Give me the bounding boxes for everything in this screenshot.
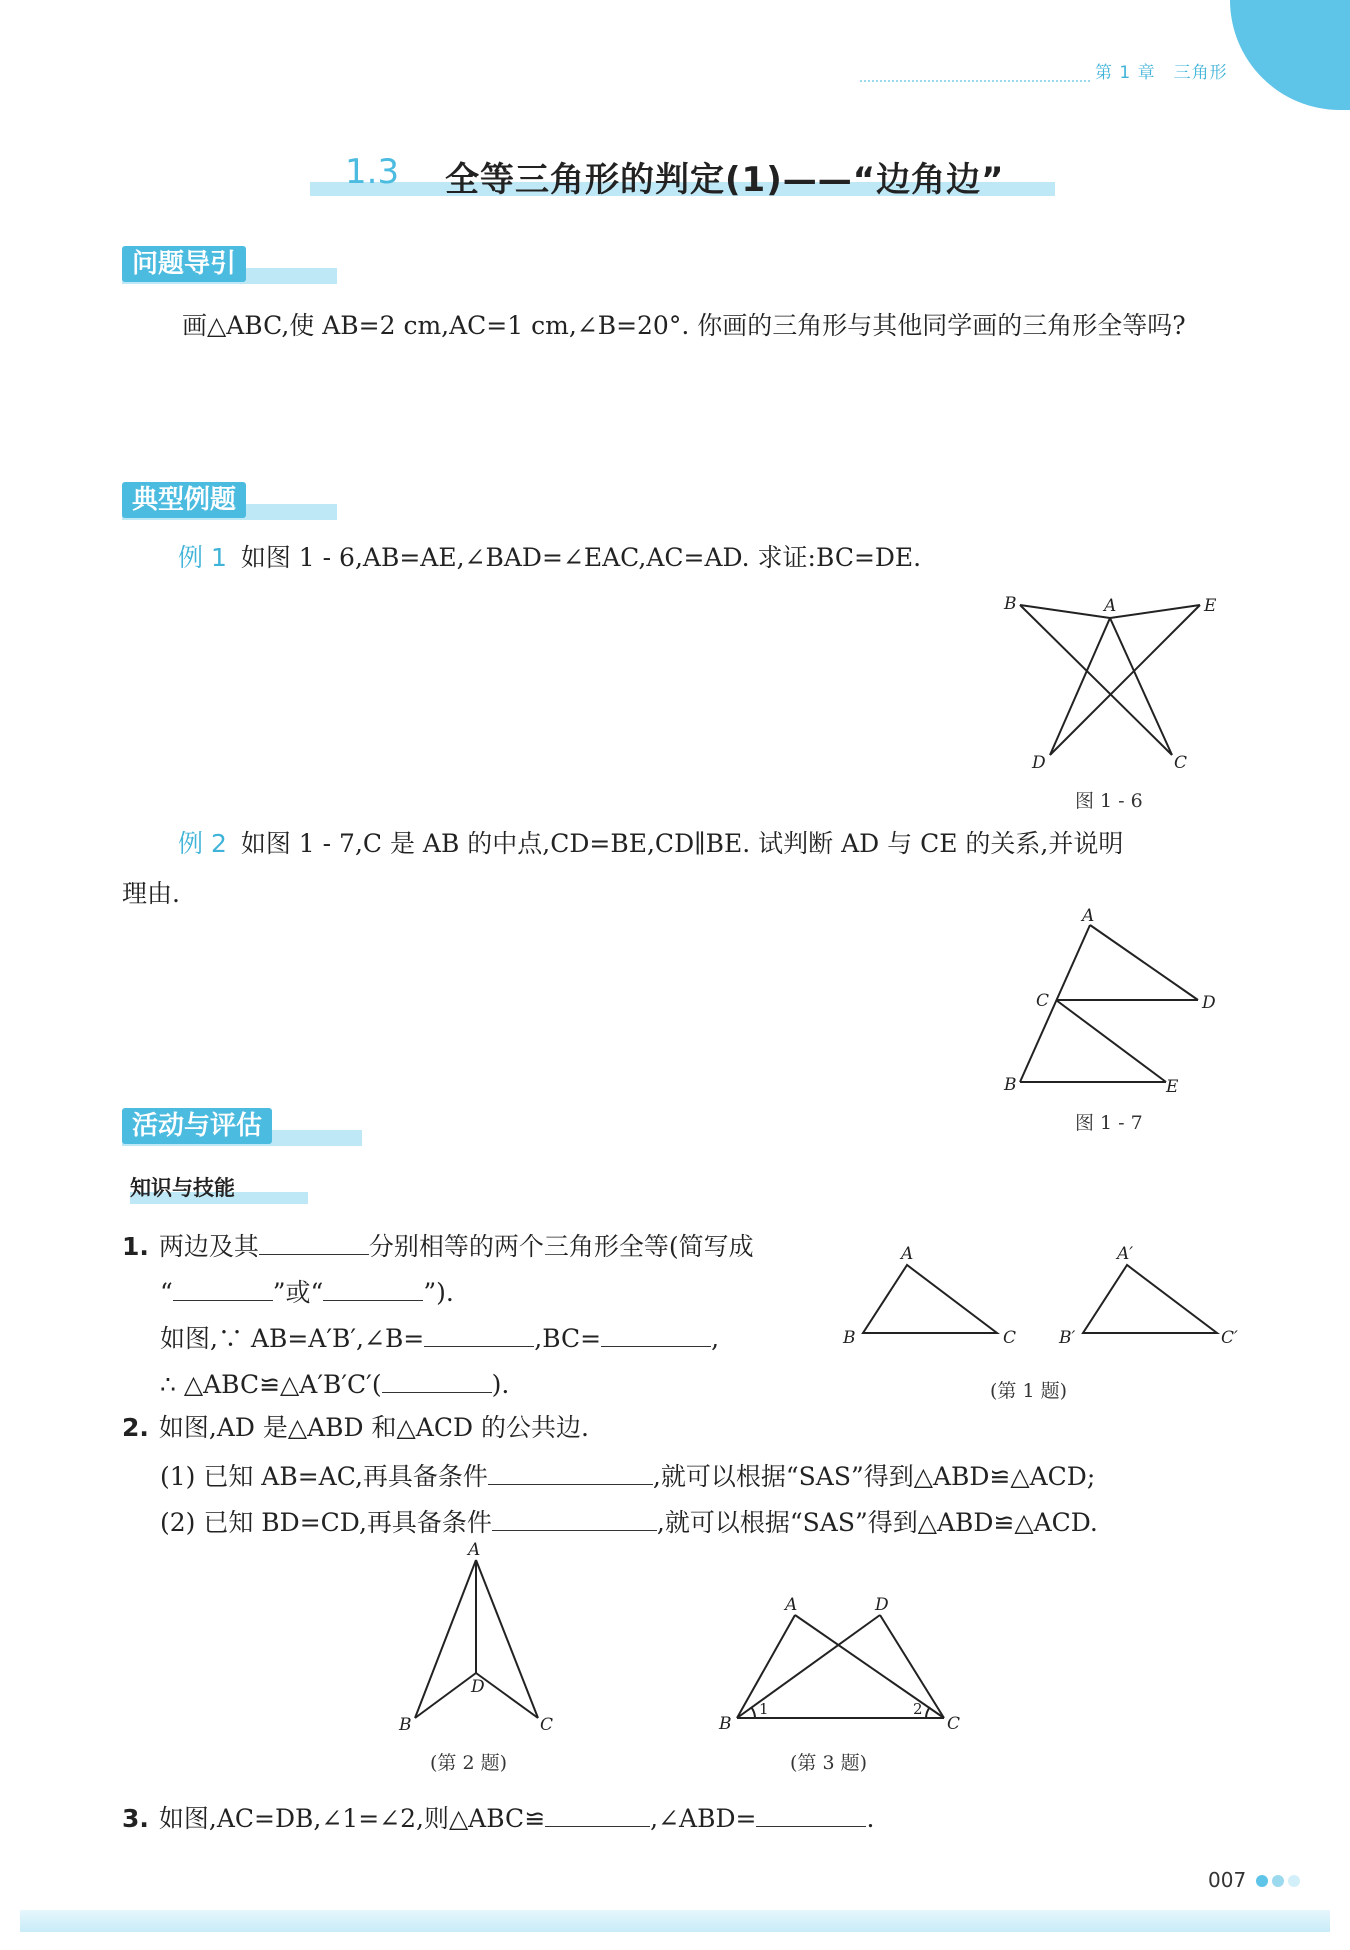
example-2-label: 例 2 [178,829,227,858]
examples-badge-label: 典型例题 [122,482,246,518]
examples-badge [122,482,337,518]
figure-1-6 [1000,585,1215,780]
skills-subheading-label: 知识与技能 [130,1176,235,1200]
q1-blank-5[interactable] [601,1318,711,1347]
fig16-segment-AD [1050,618,1110,755]
question-3: 3. 如图,AC=DB,∠1=∠2,则△ABC≌ ,∠ABD= . [122,1798,874,1837]
section-number: 1.3 [345,152,400,192]
fig17-segment-CE [1056,1000,1166,1082]
q1-blank-4[interactable] [424,1318,534,1347]
question-1-line-1: 1. 两边及其 分别相等的两个三角形全等(简写成 [122,1226,754,1265]
page-dot-3 [1288,1875,1300,1887]
q1-blank-3[interactable] [323,1272,423,1301]
q2-blank-1[interactable] [488,1456,653,1485]
q1-label-B: B [843,1328,856,1348]
fig17-label-D: D [1202,993,1216,1013]
question-2-number: 2. [122,1413,149,1442]
intro-text: 画△ABC,使 AB=2 cm,AC=1 cm,∠B=20°. 你画的三角形与其他同学画的三角形全等吗? [182,311,1186,340]
footer-band [20,1910,1330,1932]
question-2-caption: (第 2 题) [430,1752,507,1774]
page-dot-2 [1272,1875,1284,1887]
question-3-caption: (第 3 题) [790,1752,867,1774]
page-dot-1 [1256,1875,1268,1887]
q3-blank-2[interactable] [756,1798,866,1827]
q3-angle-1-arc [751,1707,755,1718]
q3-blank-1[interactable] [545,1798,650,1827]
q3-segment-CD [880,1615,944,1718]
example-1-label: 例 1 [178,543,227,572]
section-title [310,150,1055,198]
fig17-label-B: B [1004,1075,1017,1095]
skills-subheading [130,1172,235,1202]
fig17-label-A: A [1082,906,1095,926]
triangle-ABC [863,1265,997,1333]
example-2-line-1 [178,826,1123,862]
question-2-line-1: 2. 如图,AD 是△ABD 和△ACD 的公共边. [122,1413,589,1442]
example-2-line-2: 理由. [122,879,180,908]
q2-label-A: A [468,1540,481,1560]
example-1 [178,540,921,576]
question-2-line-2: (1) 已知 AB=AC,再具备条件 ,就可以根据“SAS”得到△ABD≌△ACD; [160,1456,1095,1495]
chapter-header: 第 1 章 三角形 [1095,63,1228,83]
q3-label-D: D [875,1595,889,1615]
q1-label-A: A [901,1244,914,1264]
header-corner-decoration [1230,0,1350,110]
question-2-line-3: (2) 已知 BD=CD,再具备条件 ,就可以根据“SAS”得到△ABD≌△ACD. [160,1502,1098,1541]
fig16-label-A: A [1104,596,1117,616]
fig16-label-D: D [1032,753,1046,773]
figure-1-7 [1000,900,1230,1100]
intro-badge [122,246,337,282]
section-title-text: 全等三角形的判定(1)——“边角边” [445,160,1005,200]
q3-angle-2-arc [926,1707,930,1718]
fig16-segment-ED [1050,605,1200,755]
q1-blank-6[interactable] [382,1364,492,1393]
figure-1-6-caption: 图 1 - 6 [1075,790,1143,812]
activities-badge-label: 活动与评估 [122,1108,272,1144]
fig17-segment-AB [1020,925,1090,1082]
fig17-label-C: C [1036,991,1050,1011]
question-1-line-2: “ ”或“ ”). [160,1272,454,1311]
q3-label-A: A [785,1595,798,1615]
q3-label-C: C [947,1714,961,1734]
question-1-line-3: 如图,∵ AB=A′B′,∠B= ,BC= , [160,1318,719,1357]
figure-1-7-caption: 图 1 - 7 [1075,1112,1143,1134]
question-3-number: 3. [122,1804,149,1833]
fig16-label-C: C [1174,753,1188,773]
q1-blank-1[interactable] [259,1226,369,1255]
q1-label-A-prime: A′ [1117,1244,1134,1264]
q1-label-C: C [1003,1328,1017,1348]
fig16-segment-BC [1020,605,1172,755]
q2-label-C: C [540,1715,554,1735]
figure-question-1 [835,1235,1245,1350]
q1-label-C-prime: C′ [1221,1328,1238,1348]
question-1-caption: (第 1 题) [990,1380,1067,1402]
q2-label-B: B [399,1715,412,1735]
intro-badge-label: 问题导引 [122,246,246,282]
q1-blank-2[interactable] [173,1272,273,1301]
q2-blank-2[interactable] [492,1502,657,1531]
header-dotted-line [860,80,1090,82]
triangle-A-prime-B-prime-C-prime [1083,1265,1217,1333]
q3-label-B: B [719,1714,732,1734]
fig17-segment-AD [1090,925,1198,1000]
q1-label-B-prime: B′ [1059,1328,1076,1348]
question-1-line-4: ∴ △ABC≌△A′B′C′( ). [160,1364,509,1403]
figure-question-2 [395,1540,570,1740]
q3-label-angle-1: 1 [759,1700,769,1718]
page-number: 007 [1208,1868,1247,1892]
fig16-segment-AE [1110,605,1200,618]
q2-label-D: D [471,1677,485,1697]
figure-question-3 [715,1595,965,1735]
activities-badge [122,1108,362,1144]
example-2-text: 如图 1 - 7,C 是 AB 的中点,CD=BE,CD∥BE. 试判断 AD 与 CE 的关系,并说明 [240,829,1124,858]
fig16-label-B: B [1004,594,1017,614]
q3-label-angle-2: 2 [913,1700,923,1718]
fig16-segment-BA [1020,605,1110,618]
fig16-label-E: E [1204,596,1217,616]
question-1-number: 1. [122,1232,149,1261]
example-1-text: 如图 1 - 6,AB=AE,∠BAD=∠EAC,AC=AD. 求证:BC=DE. [240,543,922,572]
fig17-label-E: E [1166,1077,1179,1097]
